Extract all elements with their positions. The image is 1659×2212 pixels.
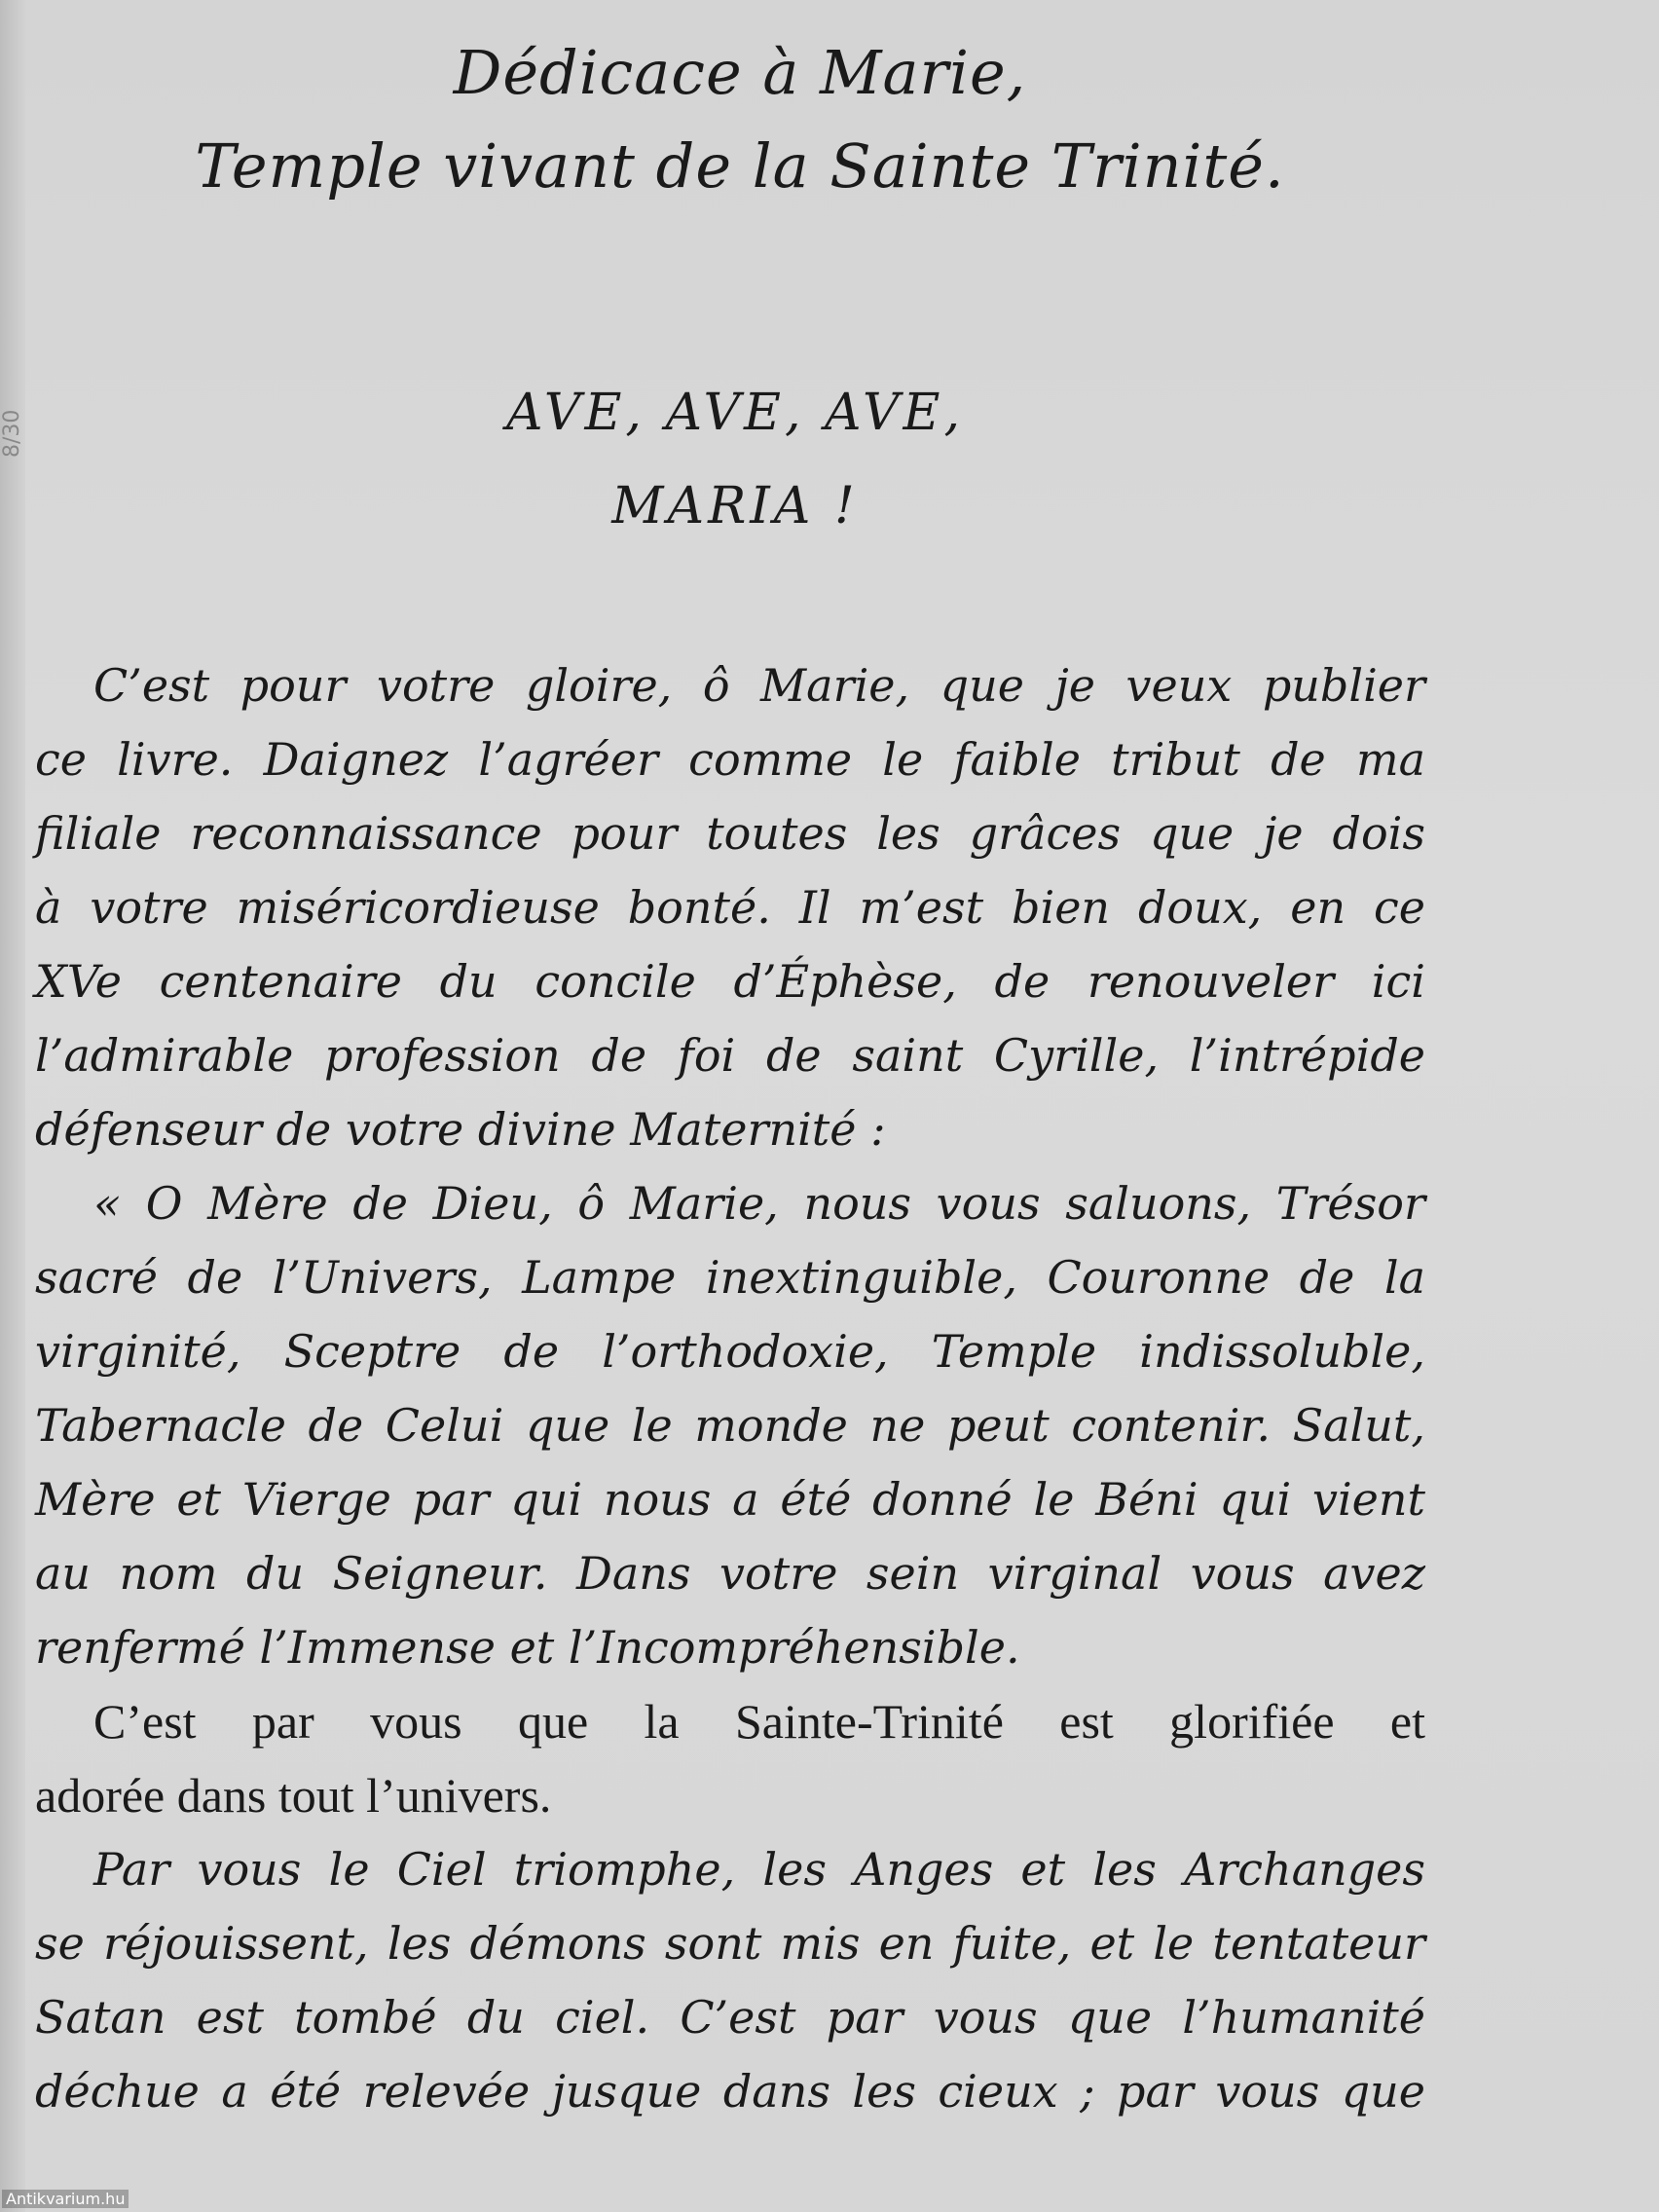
text-line: Mère et Vierge par qui nous a été donné le Béni qui vient <box>35 1473 1425 1526</box>
text-line: se réjouissent, les démons sont mis en fuite, et le tentateur <box>35 1917 1425 1970</box>
body-text <box>35 648 1425 2128</box>
text-line: adorée dans tout l’univers. <box>35 1768 552 1823</box>
ave-line-2: MARIA ! <box>611 477 859 535</box>
text-line: à votre miséricordieuse bonté. Il m’est bien doux, en ce <box>35 881 1425 934</box>
text-line: renfermé l’Immense et l’Incompréhensible. <box>35 1621 1020 1674</box>
watermark: Antikvarium.hu <box>2 2190 129 2208</box>
text-line: l’admirable profession de foi de saint Cyrille, l’intrépide <box>35 1029 1425 1082</box>
text-line: sacré de l’Univers, Lampe inextinguible, Couronne de la <box>35 1251 1425 1304</box>
text-line: filiale reconnaissance pour toutes les grâces que je dois <box>35 807 1425 860</box>
text-line: XVe centenaire du concile d’Éphèse, de renouveler ici <box>35 955 1425 1008</box>
ave-line-1: AVE, AVE, AVE, <box>505 384 965 442</box>
dedication-title-line-1: Dédicace à Marie, <box>453 37 1027 108</box>
text-line: Tabernacle de Celui que le monde ne peut contenir. Salut, <box>35 1399 1425 1452</box>
dedication-title-line-2: Temple vivant de la Sainte Trinité. <box>195 130 1285 202</box>
page-gutter-shadow <box>0 0 25 2212</box>
text-line: au nom du Seigneur. Dans votre sein virginal vous avez <box>35 1547 1425 1600</box>
text-line: virginité, Sceptre de l’orthodoxie, Temple indissoluble, <box>35 1325 1425 1378</box>
margin-pencil-note: 8/30 <box>0 409 24 458</box>
text-line: ce livre. Daignez l’agréer comme le faible tribut de ma <box>35 733 1425 786</box>
text-line: Satan est tombé du ciel. C’est par vous que l’humanité <box>35 1991 1425 2044</box>
text-line: Par vous le Ciel triomphe, les Anges et les Archanges <box>93 1843 1425 1896</box>
text-line: défenseur de votre divine Maternité : <box>35 1103 886 1156</box>
text-line: C’est par vous que la Sainte-Trinité est glorifiée et <box>93 1694 1425 1749</box>
text-line: déchue a été relevée jusque dans les cieux ; par vous que <box>35 2065 1425 2118</box>
text-line: « O Mère de Dieu, ô Marie, nous vous saluons, Trésor <box>93 1177 1425 1230</box>
text-line: C’est pour votre gloire, ô Marie, que je veux publier <box>93 659 1425 712</box>
